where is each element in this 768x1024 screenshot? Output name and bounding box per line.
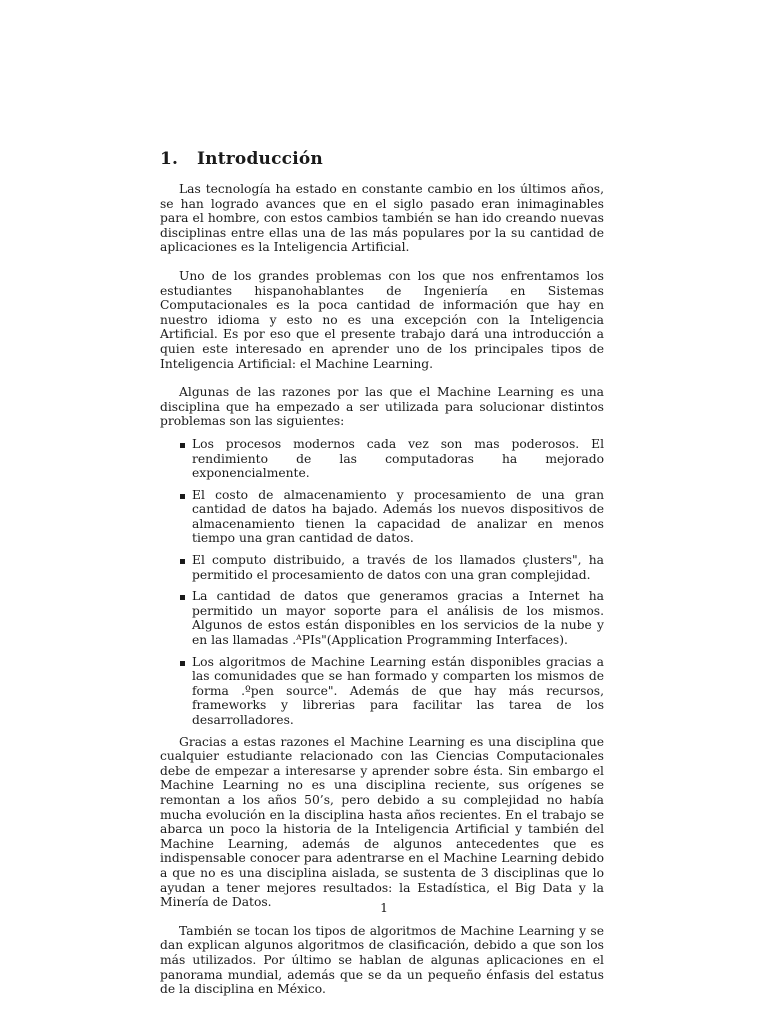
page-number: 1 (380, 901, 388, 915)
square-bullet-icon (180, 595, 185, 600)
list-item-text: Los procesos modernos cada vez son mas poderosos. El rendimiento de las computadoras ha mejorado exponencialmente. (192, 436, 604, 481)
list-item-text: La cantidad de datos que generamos gracias a Internet ha permitido un mayor soporte para el análisis de los mismos. Algunos de estos están disponibles en los servicios de la nube y en las llamadas .ᴬPIs"(Application Programming Interfaces). (192, 589, 604, 648)
square-bullet-icon (180, 494, 185, 499)
paragraph-spacer (160, 371, 604, 385)
list-item-text: El costo de almacenamiento y procesamiento de una gran cantidad de datos ha bajado. Además los nuevos dispositivos de almacenamiento tienen la capacidad de analizar en menos tiempo una gran cantidad de datos. (192, 487, 604, 546)
section-title: Introducción (197, 149, 323, 169)
list-spacer (160, 429, 604, 437)
list-item (160, 488, 604, 546)
paragraph-spacer (160, 255, 604, 269)
reasons-list (160, 437, 604, 728)
paragraph-reasons-intro: Algunas de las razones por las que el Machine Learning es una disciplina que ha empezado a ser utilizada para solucionar distintos problemas son las siguientes: (160, 385, 604, 429)
square-bullet-icon (180, 443, 185, 448)
paragraph-ml-history: Gracias a estas razones el Machine Learning es una disciplina que cualquier estudiante relacionado con las Ciencias Computacionales debe de empezar a interesarse y aprender sobre ésta. Sin embargo el Machine Learning no es una disciplina reciente, sus orígenes se remontan a los años 50’s, pero debido a su complejidad no había mucha evolución en la disciplina hasta años recientes. En el trabajo se abarca un poco la historia de la Inteligencia Artificial y también del Machine Learning, además de algunos antecedentes que es indispensable conocer para adentrarse en el Machine Learning debido a que no es una disciplina aislada, se sustenta de 3 disciplinas que lo ayudan a tener mejores resultados: la Estadística, el Big Data y la Minería de Datos. (160, 734, 604, 910)
list-item-text: El computo distribuido, a través de los llamados çlusters", ha permitido el procesamiento de datos con una gran complejidad. (192, 553, 604, 582)
square-bullet-icon (180, 559, 185, 564)
page-content (160, 146, 604, 997)
paragraph-contents: También se tocan los tipos de algoritmos de Machine Learning y se dan explican algunos algoritmos de clasificación, debido a que son los más utilizados. Por último se hablan de algunas aplicaciones en el panorama mundial, además que se da un pequeño énfasis del estatus de la disciplina en México. (160, 923, 604, 997)
section-heading (160, 146, 604, 172)
square-bullet-icon (180, 661, 185, 666)
list-item-text: Los algoritmos de Machine Learning están disponibles gracias a las comunidades que se han formado y comparten los mismos de forma .ºpen source". Además de que hay más recursos, frameworks y librerias para facilitar las tarea de los desarrolladores. (192, 654, 604, 727)
section-number: 1. (160, 149, 179, 169)
list-item (160, 655, 604, 728)
list-item (160, 437, 604, 481)
list-item (160, 553, 604, 582)
paragraph-intro: Las tecnología ha estado en constante cambio en los últimos años, se han logrado avances que en el siglo pasado eran inimaginables para el hombre, con estos cambios también se han ido creando nuevas disciplinas entre ellas una de las más populares por la su cantidad de aplicaciones es la Inteligencia Artificial. (160, 182, 604, 255)
paragraph-problem: Uno de los grandes problemas con los que nos enfrentamos los estudiantes hispanohablantes de Ingeniería en Sistemas Computacionales es la poca cantidad de información que hay en nuestro idioma y esto no es una excepción con la Inteligencia Artificial. Es por eso que el presente trabajo dará una introducción a quien este interesado en aprender uno de los principales tipos de Inteligencia Artificial: el Machine Learning. (160, 268, 604, 371)
list-item (160, 589, 604, 647)
